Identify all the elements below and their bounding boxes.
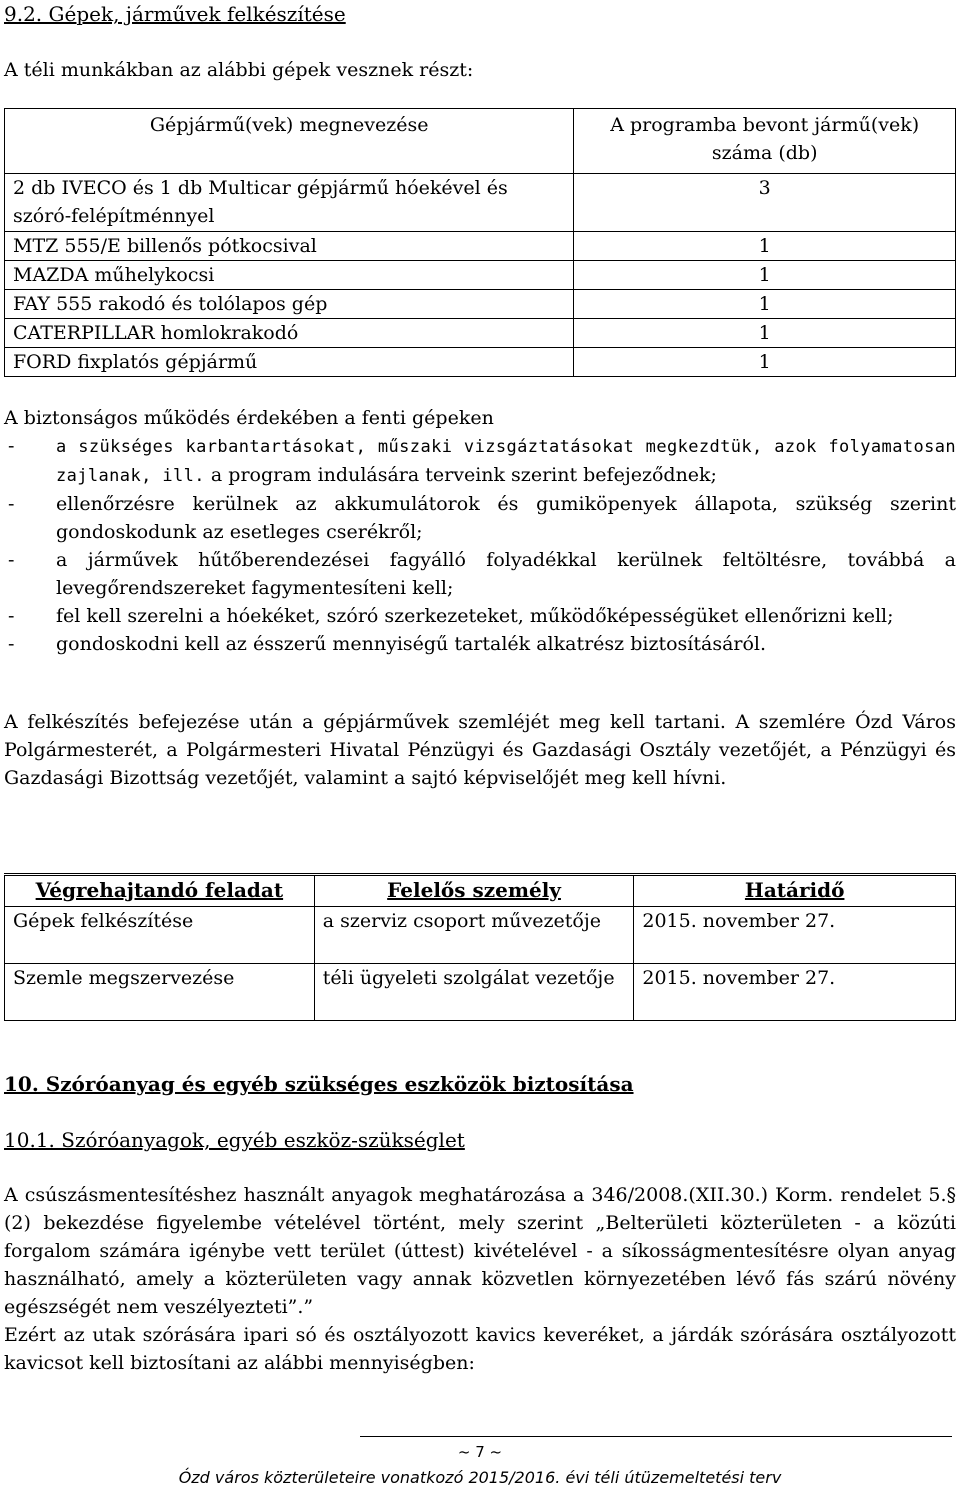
- vehicle-count: 1: [574, 348, 956, 377]
- vehicle-count: 1: [574, 290, 956, 319]
- materials-paragraph-2: Ezért az utak szórására ipari só és osztályozott kavics keveréket, a járdák szórására osztályozott kavicsot kell biztosítani az alábbi mennyiségben:: [4, 1324, 956, 1374]
- list-item: [4, 602, 956, 630]
- list-item: [4, 432, 956, 490]
- task-person: a szerviz csoport művezetője: [314, 907, 634, 964]
- tasks-table: [4, 873, 956, 1021]
- vehicles-table-header: [5, 109, 956, 174]
- vehicle-name: 2 db IVECO és 1 db Multicar gépjármű hóekével és szóró-felépítménnyel: [5, 174, 574, 232]
- materials-paragraph-1: A csúszásmentesítéshez használt anyagok meghatározása a 346/2008.(XII.30.) Korm. rendelet 5.§ (2) bekezdése figyelembe vételével történt, mely szerint „Belterületi közterületen - a közúti forgalom számára igénybe vett terület (úttest) kivételével - a síkosságmentesítésre olyan anyag használható, amely a közterületen vagy annak közvetlen környezetében lévő fás szárú növény egészségét nem veszélyezteti”.”: [4, 1184, 956, 1318]
- vehicles-header-count: A programba bevont jármű(vek) száma (db): [574, 109, 956, 174]
- list-item-text: fel kell szerelni a hóekéket, szóró szerkezeteket, működőképességüket ellenőrizni kell;: [56, 605, 894, 627]
- vehicle-count: 1: [574, 232, 956, 261]
- safety-lead: A biztonságos működés érdekében a fenti gépeken: [4, 407, 494, 429]
- table-row: [5, 319, 956, 348]
- vehicle-count: 1: [574, 261, 956, 290]
- list-item: [4, 630, 956, 658]
- vehicle-name: MAZDA műhelykocsi: [5, 261, 574, 290]
- list-item: [4, 546, 956, 602]
- list-dash: -: [8, 549, 15, 571]
- vehicle-name: MTZ 555/E billenős pótkocsival: [5, 232, 574, 261]
- list-dash: -: [8, 435, 15, 457]
- task-deadline: 2015. november 27.: [634, 907, 956, 964]
- list-item-text: [56, 432, 956, 490]
- table-row: [5, 964, 956, 1021]
- inspection-paragraph: A felkészítés befejezése után a gépjárművek szemléjét meg kell tartani. A szemlére Ózd Város Polgármesterét, a Polgármesteri Hivatal Pénzügyi és Gazdasági Osztály vezetőjét, a Pénzügyi és Gazdasági Bizottság vezetőjét, valamint a sajtó képviselőjét meg kell hívni.: [4, 711, 956, 789]
- table-row: [5, 348, 956, 377]
- task-person: téli ügyeleti szolgálat vezetője: [314, 964, 634, 1021]
- list-item: [4, 490, 956, 546]
- list-item-text-part: a szükséges karbantartásokat, műszaki vizsgáztatásokat megkezdtük, azok folyamatosan zajlanak, ill.: [56, 437, 956, 486]
- list-item-text-part: a program indulására terveink szerint befejeződnek;: [204, 464, 717, 486]
- list-item-text: ellenőrzésre kerülnek az akkumulátorok és gumiköpenyek állapota, szükség szerint gondoskodunk az esetleges cserékről;: [56, 493, 956, 543]
- safety-measures: [4, 404, 956, 658]
- list-item-text: a járművek hűtőberendezései fagyálló folyadékkal kerülnek feltöltésre, továbbá a levegőrendszereket fagymentesíteni kell;: [56, 549, 956, 599]
- task-name: Szemle megszervezése: [5, 964, 315, 1021]
- section-10-1-heading: 10.1. Szóróanyagok, egyéb eszköz-szükséglet: [4, 1128, 465, 1152]
- list-dash: -: [8, 605, 15, 627]
- vehicle-name: FORD fixplatós gépjármű: [5, 348, 574, 377]
- vehicles-header-name: Gépjármű(vek) megnevezése: [5, 109, 574, 174]
- task-name: Gépek felkészítése: [5, 907, 315, 964]
- task-deadline: 2015. november 27.: [634, 964, 956, 1021]
- list-item-text: gondoskodni kell az ésszerű mennyiségű tartalék alkatrész biztosításáról.: [56, 633, 767, 655]
- vehicle-count: 1: [574, 319, 956, 348]
- table-row: [5, 290, 956, 319]
- footer-divider: [360, 1436, 952, 1437]
- table-row: [5, 174, 956, 232]
- list-dash: -: [8, 493, 15, 515]
- tasks-header-person: Felelős személy: [314, 875, 634, 907]
- table-row: [5, 232, 956, 261]
- tasks-table-header: [5, 875, 956, 907]
- tasks-header-deadline: Határidő: [634, 875, 956, 907]
- page-number: ~ 7 ~: [457, 1443, 503, 1461]
- vehicle-name: FAY 555 rakodó és tolólapos gép: [5, 290, 574, 319]
- vehicle-count: 3: [574, 174, 956, 232]
- section-9-2-heading: 9.2. Gépek, járművek felkészítése: [4, 2, 346, 26]
- tasks-header-task: Végrehajtandó feladat: [5, 875, 315, 907]
- table-row: [5, 261, 956, 290]
- document-footer: Ózd város közterületeire vonatkozó 2015/2016. évi téli útüzemeltetési terv: [178, 1468, 782, 1487]
- list-dash: -: [8, 633, 15, 655]
- section-10-heading: 10. Szóróanyag és egyéb szükséges eszközök biztosítása: [4, 1072, 634, 1096]
- table-row: [5, 907, 956, 964]
- vehicles-table: [4, 108, 956, 377]
- vehicle-name: CATERPILLAR homlokrakodó: [5, 319, 574, 348]
- materials-text: [4, 1181, 956, 1377]
- section-9-2-intro: A téli munkákban az alábbi gépek vesznek részt:: [4, 59, 474, 81]
